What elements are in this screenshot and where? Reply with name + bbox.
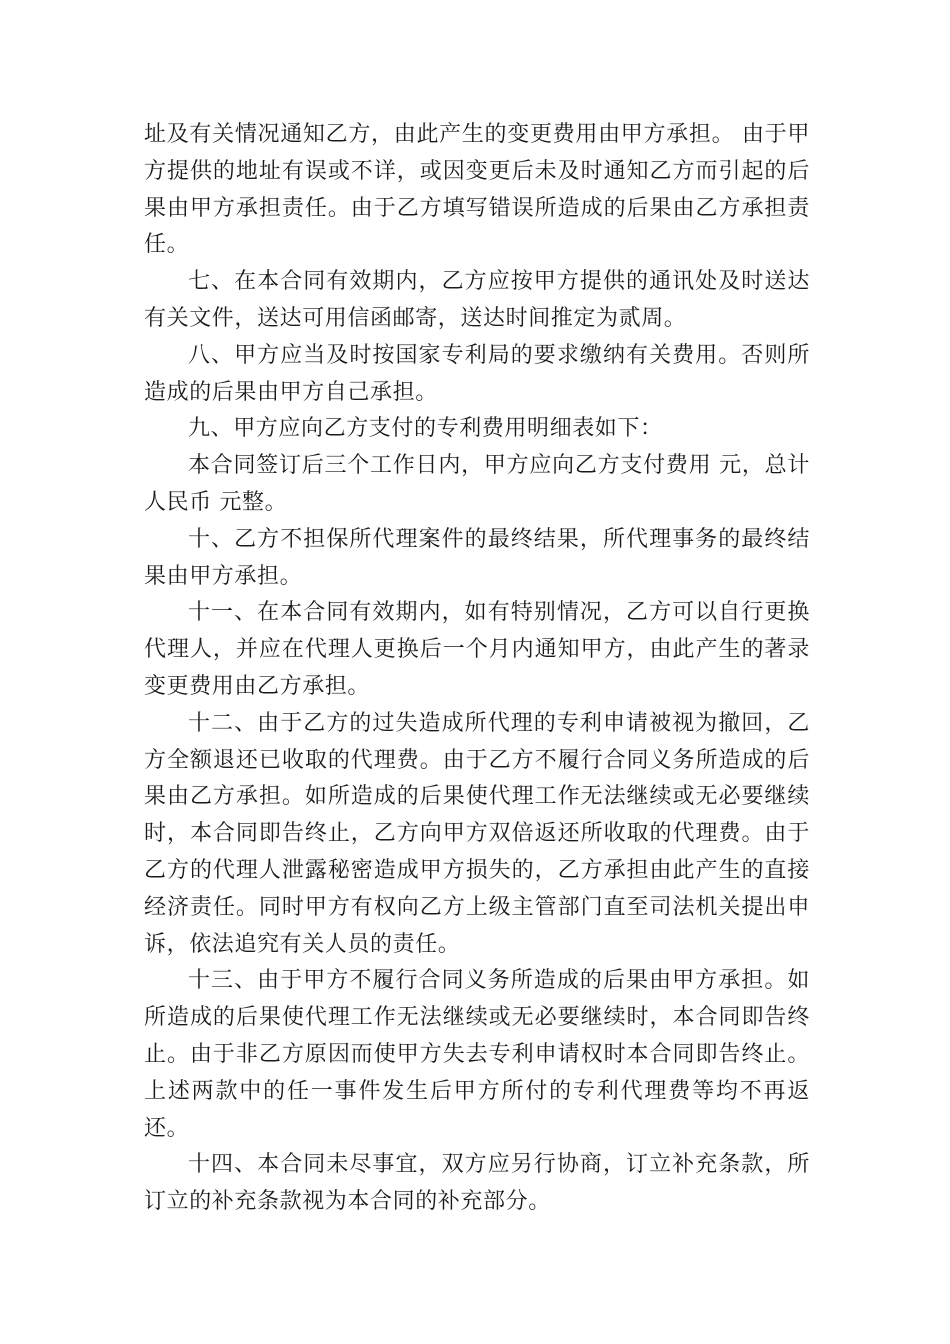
paragraph-clause-7: 七、在本合同有效期内，乙方应按甲方提供的通讯处及时送达有关文件，送达可用信函邮寄，送达时间推定为贰周。 [144,269,810,331]
paragraph-clause-10: 十、乙方不担保所代理案件的最终结果，所代理事务的最终结果由甲方承担。 [144,526,810,589]
paragraph-fee-detail: 本合同签订后三个工作日内，甲方应向乙方支付费用 元，总计人民币 元整。 [144,453,810,515]
paragraph-clause-11: 十一、在本合同有效期内，如有特别情况，乙方可以自行更换代理人，并应在代理人更换后一个月内通知甲方，由此产生的著录变更费用由乙方承担。 [144,600,810,699]
paragraph-clause-9: 九、甲方应向乙方支付的专利费用明细表如下： [188,416,663,442]
paragraph-clause-12: 十二、由于乙方的过失造成所代理的专利申请被视为撤回，乙方全额退还已收取的代理费。由于乙方不履行合同义务所造成的后果由乙方承担。如所造成的后果使代理工作无法继续或无必要继续时，本合同即告终止，乙方向甲方双倍返还所收取的代理费。由于乙方的代理人泄露秘密造成甲方损失的，乙方承担由此产生的直接经济责任。同时甲方有权向乙方上级主管部门直至司法机关提出申诉，依法追究有关人员的责任。 [144,710,810,957]
paragraph-clause-14: 十四、本合同未尽事宜，双方应另行协商，订立补充条款，所订立的补充条款视为本合同的补充部分。 [144,1152,810,1215]
contract-body [144,117,810,1221]
paragraph-clause-8: 八、甲方应当及时按国家专利局的要求缴纳有关费用。否则所造成的后果由甲方自己承担。 [144,342,810,405]
paragraph-clause-13: 十三、由于甲方不履行合同义务所造成的后果由甲方承担。如所造成的后果使代理工作无法继续或无必要继续时，本合同即告终止。由于非乙方原因而使甲方失去专利申请权时本合同即告终止。上述两款中的任一事件发生后甲方所付的专利代理费等均不再返还。 [144,968,810,1141]
paragraph-continuation: 址及有关情况通知乙方，由此产生的变更费用由甲方承担。 由于甲方提供的地址有误或不详，或因变更后未及时通知乙方而引起的后果由甲方承担责任。由于乙方填写错误所造成的后果由乙方承担责任。 [144,122,810,258]
